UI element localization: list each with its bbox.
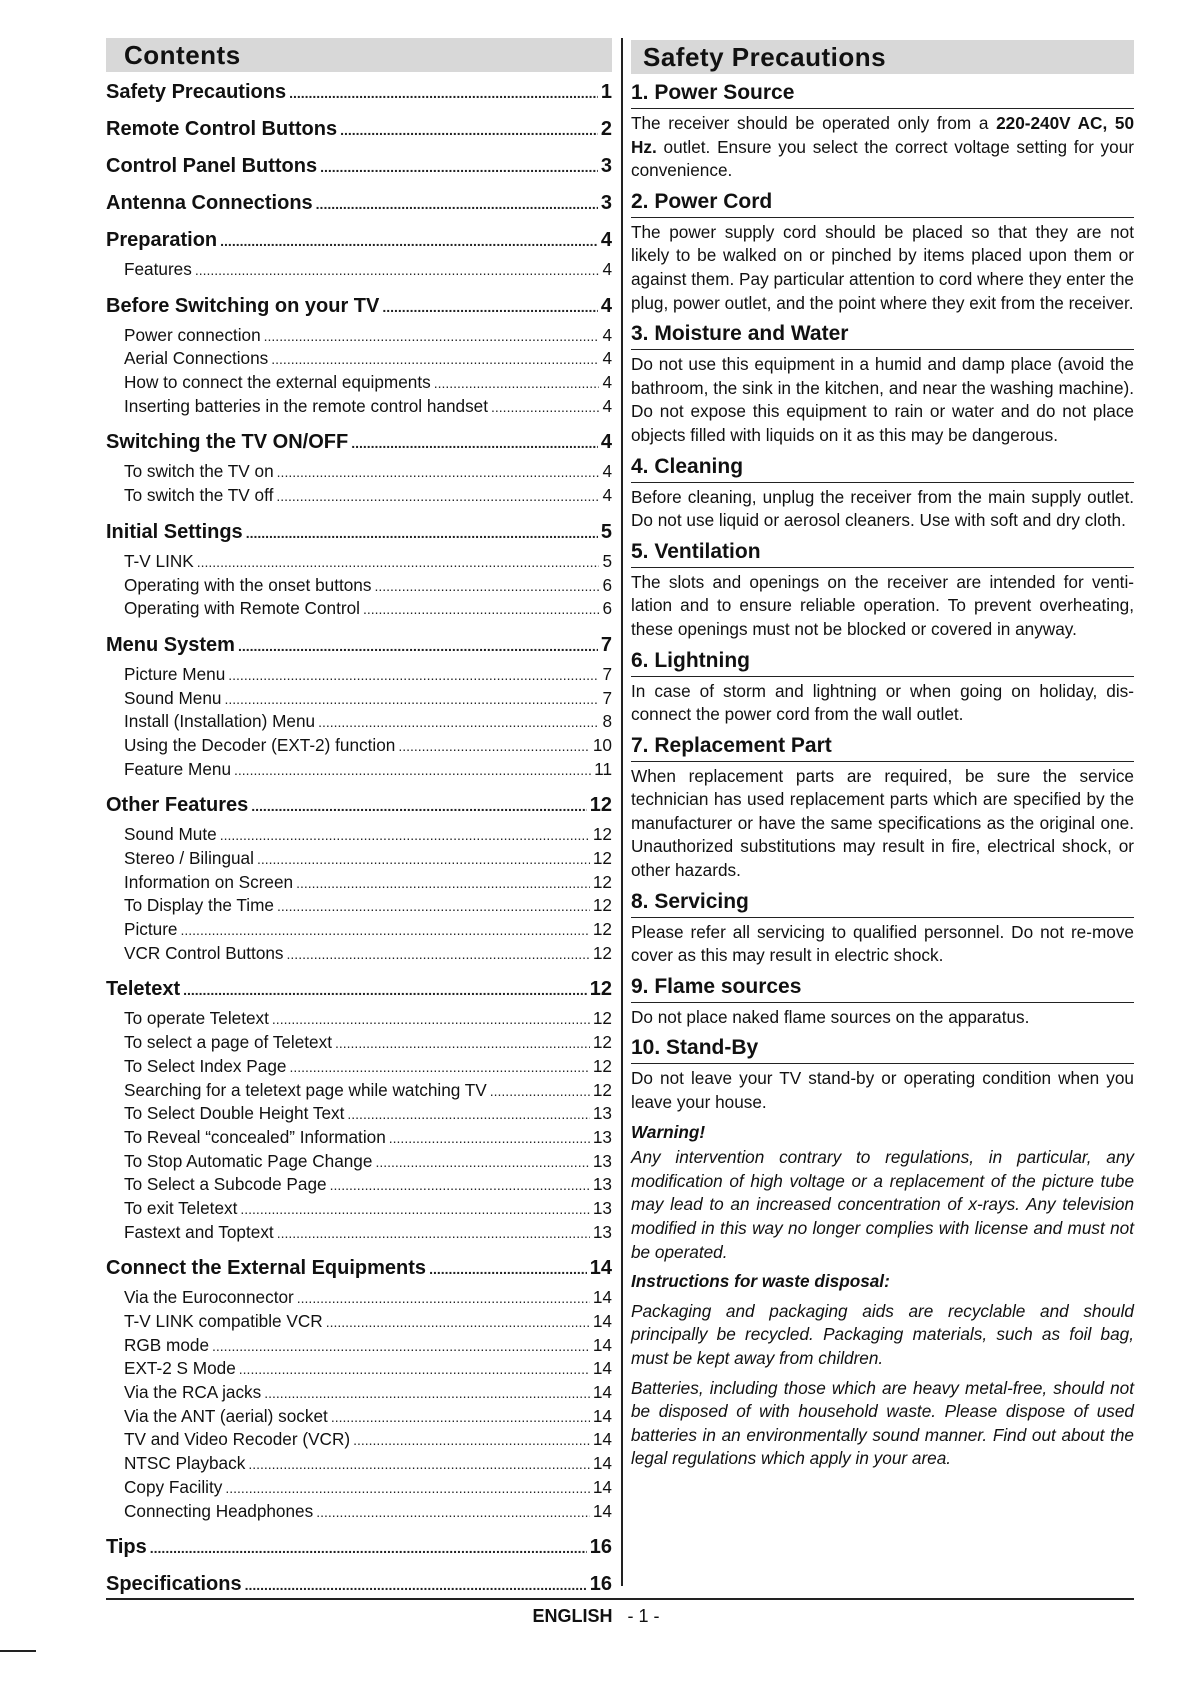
toc-entry-title: To Select Double Height Text xyxy=(124,1103,345,1124)
toc-entry-page: 13 xyxy=(592,1126,612,1147)
toc-leader-dots xyxy=(297,1287,590,1311)
toc-entry-title: Operating with the onset buttons xyxy=(124,574,372,595)
toc-leader-dots xyxy=(195,259,600,283)
toc-subsection-entry xyxy=(106,1007,612,1031)
toc-leader-dots xyxy=(197,551,600,575)
toc-subsection-entry xyxy=(106,371,612,395)
toc-subsection-entry xyxy=(106,894,612,918)
ventilation-text: The slots and openings on the receiver are intended for venti-lation and to ensure reliable operation. To prevent overheating, these openings must not be blocked or covered in anyway. xyxy=(631,571,1134,639)
toc-subsection-entry xyxy=(106,1126,612,1150)
toc-leader-dots xyxy=(240,1198,590,1222)
column-divider xyxy=(621,38,623,1586)
toc-entry-title: To switch the TV off xyxy=(124,485,274,506)
toc-leader-dots xyxy=(239,1358,590,1382)
toc-entry-page: 6 xyxy=(602,598,612,619)
power-cord-text: The power supply cord should be placed so that they are not likely to be walked on or pinched by items placed upon them or against them. Pay particular attention to cord where they enter the plug, power outlet, and the point where they exit from the receiver. xyxy=(631,221,1134,313)
toc-subsection-entry xyxy=(106,687,612,711)
toc-leader-dots xyxy=(316,1501,590,1525)
toc-subsection-entry xyxy=(106,823,612,847)
warning-text: Any intervention contrary to regulations, in particular, any modification of high voltage or a replacement of the picture tube may lead to an increased concentration of x-rays. Any television modified in this way no longer complies with license and must not be operated. xyxy=(631,1147,1134,1262)
toc-entry-title: Before Switching on your TV xyxy=(106,294,380,317)
toc-subsection-entry xyxy=(106,395,612,419)
toc-leader-dots xyxy=(398,735,590,759)
toc-section-entry xyxy=(106,793,612,818)
footer-language: ENGLISH xyxy=(532,1606,613,1626)
toc-leader-dots xyxy=(271,348,599,372)
toc-entry-title: To Reveal “concealed” Information xyxy=(124,1126,386,1147)
contents-header: Contents xyxy=(106,38,612,72)
toc-entry-page: 4 xyxy=(602,259,612,279)
toc-section-entry xyxy=(106,228,612,253)
toc-entry-title: To select a page of Teletext xyxy=(124,1032,332,1053)
toc-entry-page: 14 xyxy=(589,1257,612,1280)
toc-subsection-entry xyxy=(106,1079,612,1103)
toc-entry-title: Remote Control Buttons xyxy=(106,118,338,140)
footer-page-number: - 1 - xyxy=(627,1606,660,1626)
toc-entry-page: 12 xyxy=(592,871,612,892)
stand-by-text: Do not leave your TV stand-by or operating condition when you leave your house. xyxy=(631,1068,1134,1113)
toc-subsection-entry xyxy=(106,574,612,598)
toc-leader-dots xyxy=(251,794,586,819)
toc-leader-dots xyxy=(228,664,599,688)
toc-section-entry xyxy=(106,633,612,658)
toc-entry-page: 4 xyxy=(600,431,612,454)
toc-subsection-entry xyxy=(106,710,612,734)
cleaning-heading: 4. Cleaning xyxy=(631,454,1134,483)
toc-section-entry xyxy=(106,430,612,455)
toc-leader-dots xyxy=(389,1127,590,1151)
toc-leader-dots xyxy=(335,1032,590,1056)
waste-disposal-text-2: Batteries, including those which are heavy metal-free, should not be disposed of with household waste. Please dispose of used batteries in an environmentally sound manner. Find out about the legal regulations which apply in your area. xyxy=(631,1377,1134,1469)
toc-section-entry xyxy=(106,977,612,1002)
toc-entry-title: Preparation xyxy=(106,229,218,251)
toc-entry-page: 4 xyxy=(602,348,612,369)
toc-entry-page: 13 xyxy=(592,1174,612,1195)
toc-entry-title: RGB mode xyxy=(124,1334,210,1355)
toc-leader-dots xyxy=(326,1311,590,1335)
toc-entry-title: Other Features xyxy=(106,794,249,817)
toc-leader-dots xyxy=(330,1174,590,1198)
toc-entry-title: Features xyxy=(124,259,192,279)
toc-entry-page: 11 xyxy=(594,758,612,779)
toc-entry-title: EXT-2 S Mode xyxy=(124,1358,236,1379)
toc-subsection-entry xyxy=(106,734,612,758)
toc-entry-page: 2 xyxy=(600,118,612,140)
waste-disposal-label: Instructions for waste disposal: xyxy=(631,1271,890,1292)
toc-entry-page: 14 xyxy=(592,1405,612,1426)
toc-leader-dots xyxy=(220,824,590,848)
safety-column xyxy=(631,40,1134,1471)
toc-leader-dots xyxy=(272,1008,590,1032)
toc-subsection-entry xyxy=(106,347,612,371)
page-footer xyxy=(0,1604,1192,1628)
toc-entry-page: 10 xyxy=(592,734,612,755)
toc-leader-dots xyxy=(374,575,599,599)
toc-entry-title: NTSC Playback xyxy=(124,1453,246,1474)
toc-subsection-entry xyxy=(106,324,612,348)
toc-subsection-entry xyxy=(106,918,612,942)
toc-entry-title: Via the ANT (aerial) socket xyxy=(124,1405,328,1426)
toc-entry-page: 7 xyxy=(602,687,612,708)
toc-leader-dots xyxy=(246,521,598,546)
moisture-heading: 3. Moisture and Water xyxy=(631,321,1134,350)
toc-entry-title: To switch the TV on xyxy=(124,461,274,482)
toc-section-entry xyxy=(106,1535,612,1560)
toc-entry-title: Stereo / Bilingual xyxy=(124,848,254,868)
toc-leader-dots xyxy=(331,1406,590,1430)
toc-leader-dots xyxy=(181,919,590,943)
toc-list xyxy=(106,80,612,1597)
ventilation-heading: 5. Ventilation xyxy=(631,539,1134,568)
toc-entry-title: Power connection xyxy=(124,324,261,345)
toc-entry-page: 12 xyxy=(592,1079,612,1100)
toc-entry-title: To operate Teletext xyxy=(124,1008,269,1029)
toc-entry-title: Picture xyxy=(124,919,178,940)
toc-entry-title: Specifications xyxy=(106,1573,242,1596)
toc-section-entry xyxy=(106,1256,612,1281)
power-source-voltage: 220-240V AC, 50 Hz. xyxy=(631,113,1135,157)
toc-entry-title: Sound Menu xyxy=(124,687,222,708)
toc-subsection-entry xyxy=(106,1357,612,1381)
toc-entry-page: 4 xyxy=(600,229,612,251)
toc-entry-title: Control Panel Buttons xyxy=(106,155,318,177)
toc-entry-page: 12 xyxy=(592,895,612,916)
toc-entry-title: Switching the TV ON/OFF xyxy=(106,431,349,454)
toc-leader-dots xyxy=(277,1222,590,1246)
moisture-text: Do not use this equipment in a humid and damp place (avoid the bathroom, the sink in the kitchen, and near the washing machine). Do not expose this equipment to rain or water and do not place objects filled with liquids on it as this may be dangerous. xyxy=(631,354,1134,445)
toc-entry-page: 1 xyxy=(600,81,612,103)
toc-leader-dots xyxy=(296,872,590,896)
toc-leader-dots xyxy=(289,1056,589,1080)
toc-subsection-entry xyxy=(106,550,612,574)
toc-entry-title: Initial Settings xyxy=(106,520,243,543)
safety-header: Safety Precautions xyxy=(631,40,1134,74)
toc-entry-title: Copy Facility xyxy=(124,1476,223,1497)
toc-entry-page: 7 xyxy=(602,663,612,684)
toc-entry-page: 14 xyxy=(592,1311,612,1331)
toc-section-entry xyxy=(106,80,612,105)
toc-leader-dots xyxy=(320,155,598,180)
toc-leader-dots xyxy=(429,1257,587,1282)
toc-leader-dots xyxy=(340,118,598,143)
toc-entry-page: 12 xyxy=(592,1055,612,1076)
toc-leader-dots xyxy=(434,372,600,396)
toc-entry-page: 14 xyxy=(592,1287,612,1308)
toc-entry-page: 8 xyxy=(602,711,612,732)
toc-entry-page: 14 xyxy=(592,1500,612,1521)
cleaning-text: Before cleaning, unplug the receiver from the main supply outlet. Do not use liquid or aerosol cleaners. Use with soft and dry cloth. xyxy=(631,486,1134,531)
toc-leader-dots xyxy=(225,1477,590,1501)
toc-leader-dots xyxy=(248,1453,590,1477)
toc-leader-dots xyxy=(353,1429,590,1453)
toc-entry-title: How to connect the external equipments xyxy=(124,372,431,393)
toc-entry-page: 16 xyxy=(589,1536,612,1559)
toc-entry-page: 14 xyxy=(592,1429,612,1450)
toc-leader-dots xyxy=(363,598,599,622)
replacement-part-heading: 7. Replacement Part xyxy=(631,733,1134,762)
toc-entry-title: To Display the Time xyxy=(124,895,274,916)
toc-subsection-entry xyxy=(106,484,612,508)
toc-entry-page: 4 xyxy=(602,485,612,506)
toc-entry-title: Sound Mute xyxy=(124,824,217,845)
toc-entry-title: Inserting batteries in the remote control handset xyxy=(124,395,489,416)
toc-subsection-entry xyxy=(106,942,612,966)
toc-leader-dots xyxy=(212,1335,590,1359)
toc-leader-dots xyxy=(491,396,599,420)
toc-leader-dots xyxy=(318,711,599,735)
toc-leader-dots xyxy=(289,81,598,106)
toc-entry-page: 13 xyxy=(592,1150,612,1171)
toc-entry-title: Aerial Connections xyxy=(124,348,269,369)
toc-entry-title: Install (Installation) Menu xyxy=(124,711,316,732)
toc-entry-title: Antenna Connections xyxy=(106,192,313,214)
toc-entry-title: Information on Screen xyxy=(124,871,294,892)
toc-entry-page: 4 xyxy=(602,324,612,345)
toc-subsection-entry xyxy=(106,1221,612,1245)
toc-subsection-entry xyxy=(106,871,612,895)
toc-entry-page: 4 xyxy=(602,395,612,416)
toc-leader-dots xyxy=(183,978,587,1003)
toc-leader-dots xyxy=(150,1536,587,1561)
toc-entry-title: T-V LINK xyxy=(124,550,194,571)
toc-entry-title: Fastext and Toptext xyxy=(124,1221,274,1242)
lightning-heading: 6. Lightning xyxy=(631,648,1134,677)
toc-leader-dots xyxy=(220,229,598,254)
toc-entry-page: 4 xyxy=(600,294,612,317)
waste-disposal-text-1: Packaging and packaging aids are recyclable and should principally be recycled. Packaging materials, such as foil bag, must be kept away from children. xyxy=(631,1300,1134,1368)
toc-entry-page: 14 xyxy=(592,1453,612,1474)
power-source-text xyxy=(631,112,1134,183)
toc-section-entry xyxy=(106,117,612,142)
toc-entry-title: Via the RCA jacks xyxy=(124,1382,262,1403)
toc-leader-dots xyxy=(375,1151,589,1175)
toc-entry-title: Tips xyxy=(106,1536,147,1559)
toc-entry-title: Via the Euroconnector xyxy=(124,1287,294,1308)
toc-entry-title: Teletext xyxy=(106,978,181,1001)
toc-entry-page: 4 xyxy=(602,372,612,393)
toc-subsection-entry xyxy=(106,1150,612,1174)
toc-entry-page: 5 xyxy=(600,520,612,543)
power-cord-heading: 2. Power Cord xyxy=(631,189,1134,218)
toc-entry-page: 16 xyxy=(589,1573,612,1596)
toc-subsection-entry xyxy=(106,1102,612,1126)
toc-subsection-entry xyxy=(106,663,612,687)
toc-entry-page: 12 xyxy=(592,824,612,845)
toc-entry-title: Connecting Headphones xyxy=(124,1500,314,1521)
toc-entry-title: VCR Control Buttons xyxy=(124,942,284,963)
toc-leader-dots xyxy=(347,1103,589,1127)
toc-leader-dots xyxy=(351,431,598,456)
toc-subsection-entry xyxy=(106,758,612,782)
power-source-text-a: The receiver should be operated only from a xyxy=(631,113,997,133)
toc-subsection-entry xyxy=(106,1452,612,1476)
toc-entry-page: 14 xyxy=(592,1476,612,1497)
toc-entry-page: 14 xyxy=(592,1358,612,1379)
toc-subsection-entry xyxy=(106,258,612,282)
toc-leader-dots xyxy=(277,461,600,485)
toc-entry-title: Operating with Remote Control xyxy=(124,598,360,619)
toc-leader-dots xyxy=(277,895,590,919)
toc-entry-title: To Stop Automatic Page Change xyxy=(124,1150,373,1171)
toc-subsection-entry xyxy=(106,1428,612,1452)
toc-leader-dots xyxy=(287,943,590,967)
footer-rule xyxy=(106,1598,1134,1600)
flame-sources-text: Do not place naked flame sources on the apparatus. xyxy=(631,1006,1030,1027)
toc-leader-dots xyxy=(316,192,598,217)
toc-entry-title: Safety Precautions xyxy=(106,81,287,103)
toc-entry-page: 14 xyxy=(592,1334,612,1355)
toc-leader-dots xyxy=(264,1382,590,1406)
toc-entry-page: 12 xyxy=(592,848,612,868)
replacement-part-text: When replacement parts are required, be sure the service technician has used replacement parts which are specified by the manufacturer or have the same specifications as the original one. Unauthorized substitutions may result in fire, electrical shock, or other hazards. xyxy=(631,765,1134,881)
toc-subsection-entry xyxy=(106,597,612,621)
toc-entry-title: T-V LINK compatible VCR xyxy=(124,1311,323,1331)
toc-entry-page: 12 xyxy=(589,794,612,817)
power-source-heading: 1. Power Source xyxy=(631,80,1134,109)
toc-subsection-entry xyxy=(106,1286,612,1310)
toc-leader-dots xyxy=(238,634,598,659)
toc-entry-page: 7 xyxy=(600,633,612,656)
toc-leader-dots xyxy=(264,325,600,349)
toc-subsection-entry xyxy=(106,847,612,871)
toc-entry-title: Using the Decoder (EXT-2) function xyxy=(124,734,396,755)
toc-entry-title: To Select a Subcode Page xyxy=(124,1174,327,1195)
flame-sources-heading: 9. Flame sources xyxy=(631,974,1134,1003)
toc-leader-dots xyxy=(224,688,599,712)
toc-subsection-entry xyxy=(106,1405,612,1429)
toc-leader-dots xyxy=(490,1080,590,1104)
toc-entry-page: 3 xyxy=(600,192,612,214)
toc-entry-page: 6 xyxy=(602,574,612,595)
toc-entry-page: 13 xyxy=(592,1221,612,1242)
toc-subsection-entry xyxy=(106,1310,612,1334)
toc-leader-dots xyxy=(257,848,590,872)
toc-entry-page: 13 xyxy=(592,1197,612,1218)
toc-subsection-entry xyxy=(106,1031,612,1055)
toc-entry-page: 12 xyxy=(592,1032,612,1053)
power-source-text-b: outlet. Ensure you select the correct voltage setting for your convenience. xyxy=(631,136,1134,181)
toc-entry-page: 5 xyxy=(602,550,612,571)
toc-leader-dots xyxy=(245,1573,587,1598)
toc-entry-title: Feature Menu xyxy=(124,758,232,779)
toc-subsection-entry xyxy=(106,460,612,484)
toc-entry-page: 14 xyxy=(592,1382,612,1403)
toc-entry-page: 12 xyxy=(589,978,612,1001)
toc-entry-page: 3 xyxy=(600,155,612,177)
warning-label: Warning! xyxy=(631,1121,706,1142)
toc-section-entry xyxy=(106,520,612,545)
toc-entry-title: Searching for a teletext page while watching TV xyxy=(124,1079,487,1100)
toc-entry-title: TV and Video Recoder (VCR) xyxy=(124,1429,351,1450)
toc-section-entry xyxy=(106,294,612,319)
toc-entry-title: Connect the External Equipments xyxy=(106,1257,427,1280)
toc-entry-title: Picture Menu xyxy=(124,663,226,684)
toc-subsection-entry xyxy=(106,1381,612,1405)
toc-entry-page: 4 xyxy=(602,461,612,482)
toc-section-entry xyxy=(106,191,612,216)
servicing-text: Please refer all servicing to qualified personnel. Do not re-move cover as this may result in electric shock. xyxy=(631,921,1134,966)
toc-leader-dots xyxy=(234,759,591,783)
toc-subsection-entry xyxy=(106,1173,612,1197)
toc-subsection-entry xyxy=(106,1476,612,1500)
toc-subsection-entry xyxy=(106,1055,612,1079)
toc-subsection-entry xyxy=(106,1197,612,1221)
contents-column xyxy=(106,38,612,1597)
toc-entry-page: 12 xyxy=(592,942,612,963)
toc-entry-page: 13 xyxy=(592,1103,612,1124)
corner-mark xyxy=(0,1650,36,1652)
toc-entry-page: 12 xyxy=(592,1008,612,1029)
toc-section-entry xyxy=(106,154,612,179)
toc-section-entry xyxy=(106,1572,612,1597)
stand-by-heading: 10. Stand-By xyxy=(631,1035,1134,1064)
toc-entry-title: To exit Teletext xyxy=(124,1197,238,1218)
toc-subsection-entry xyxy=(106,1500,612,1524)
toc-subsection-entry xyxy=(106,1334,612,1358)
toc-entry-page: 12 xyxy=(592,919,612,940)
lightning-text: In case of storm and lightning or when going on holiday, dis-connect the power cord from the wall outlet. xyxy=(631,680,1134,725)
toc-entry-title: To Select Index Page xyxy=(124,1055,287,1076)
toc-leader-dots xyxy=(276,485,599,509)
toc-leader-dots xyxy=(382,295,598,320)
toc-entry-title: Menu System xyxy=(106,633,235,656)
servicing-heading: 8. Servicing xyxy=(631,889,1134,918)
